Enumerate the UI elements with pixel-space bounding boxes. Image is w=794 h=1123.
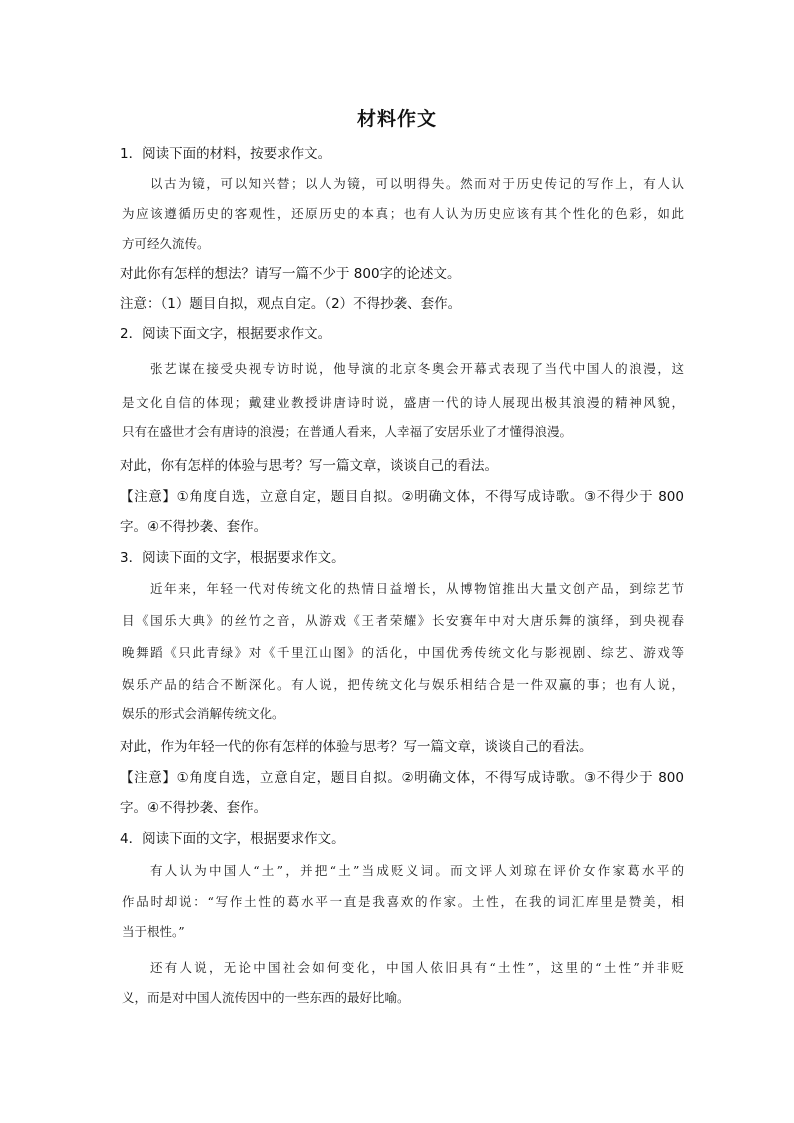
q2-material-line: 张艺谋在接受央视专访时说，他导演的北京冬奥会开幕式表现了当代中国人的浪漫，这 [150,361,684,376]
q1-prompt: 1．阅读下面的材料，按要求作文。 [120,146,332,162]
q3-material-line: 晚舞蹈《只此青绿》对《千里江山图》的活化，中国优秀传统文化与影视剧、综艺、游戏等 [122,645,684,660]
q1-notice: 注意：（1）题目自拟，观点自定。（2）不得抄袭、套作。 [120,296,462,312]
q3-prompt: 3．阅读下面的文字，根据要求作文。 [120,550,345,566]
q3-notice: 【注意】①角度自选，立意自定，题目自拟。②明确文体，不得写成诗歌。③不得少于 800 [120,770,684,786]
q4-material2-line: 还有人说，无论中国社会如何变化，中国人依旧具有“土性”，这里的“土性”并非贬 [150,960,684,975]
q4-material-line: 有人认为中国人“土”，并把“土”当成贬义词。而文评人刘琼在评价女作家葛水平的 [150,863,684,878]
q2-material-line: 是文化自信的体现；戴建业教授讲唐诗时说，盛唐一代的诗人展现出极其浪漫的精神风貌， [122,395,684,410]
q3-material-line: 娱乐产品的结合不断深化。有人说，把传统文化与娱乐相结合是一件双赢的事；也有人说， [122,677,684,692]
q4-prompt: 4．阅读下面的文字，根据要求作文。 [120,831,345,847]
q2-question: 对此，你有怎样的体验与思考？写一篇文章，谈谈自己的看法。 [120,458,498,474]
q3-material-line: 娱乐的形式会消解传统文化。 [122,706,285,721]
page-title: 材料作文 [356,108,437,130]
q1-material-line: 以古为镜，可以知兴替；以人为镜，可以明得失。然而对于历史传记的写作上，有人认 [150,176,684,191]
q3-material-line: 目《国乐大典》的丝竹之音，从游戏《王者荣耀》长安赛年中对大唐乐舞的演绎，到央视春 [122,613,684,628]
q2-notice: 字。④不得抄袭、套作。 [120,519,268,535]
q2-prompt: 2．阅读下面文字，根据要求作文。 [120,326,332,342]
q4-material-line: 当于根性。” [122,924,185,939]
q3-material-line: 近年来，年轻一代对传统文化的热情日益增长，从博物馆推出大量文创产品，到综艺节 [150,581,684,596]
q1-material-line: 方可经久流传。 [122,236,210,251]
q1-material-line: 为应该遵循历史的客观性，还原历史的本真；也有人认为历史应该有其个性化的色彩，如此 [122,206,684,221]
q4-material-line: 作品时却说：“写作土性的葛水平一直是我喜欢的作家。土性，在我的词汇库里是赞美，相 [122,894,684,909]
q4-material2-line: 义，而是对中国人流传因中的一些东西的最好比喻。 [122,990,410,1005]
q2-notice: 【注意】①角度自选，立意自定，题目自拟。②明确文体，不得写成诗歌。③不得少于 800 [120,489,684,505]
q2-material-line: 只有在盛世才会有唐诗的浪漫；在普通人看来，人幸福了安居乐业了才懂得浪漫。 [122,424,573,439]
q1-question: 对此你有怎样的想法？请写一篇不少于 800字的论述文。 [120,266,461,282]
q3-question: 对此，作为年轻一代的你有怎样的体验与思考？写一篇文章，谈谈自己的看法。 [120,739,593,755]
q3-notice: 字。④不得抄袭、套作。 [120,800,268,816]
